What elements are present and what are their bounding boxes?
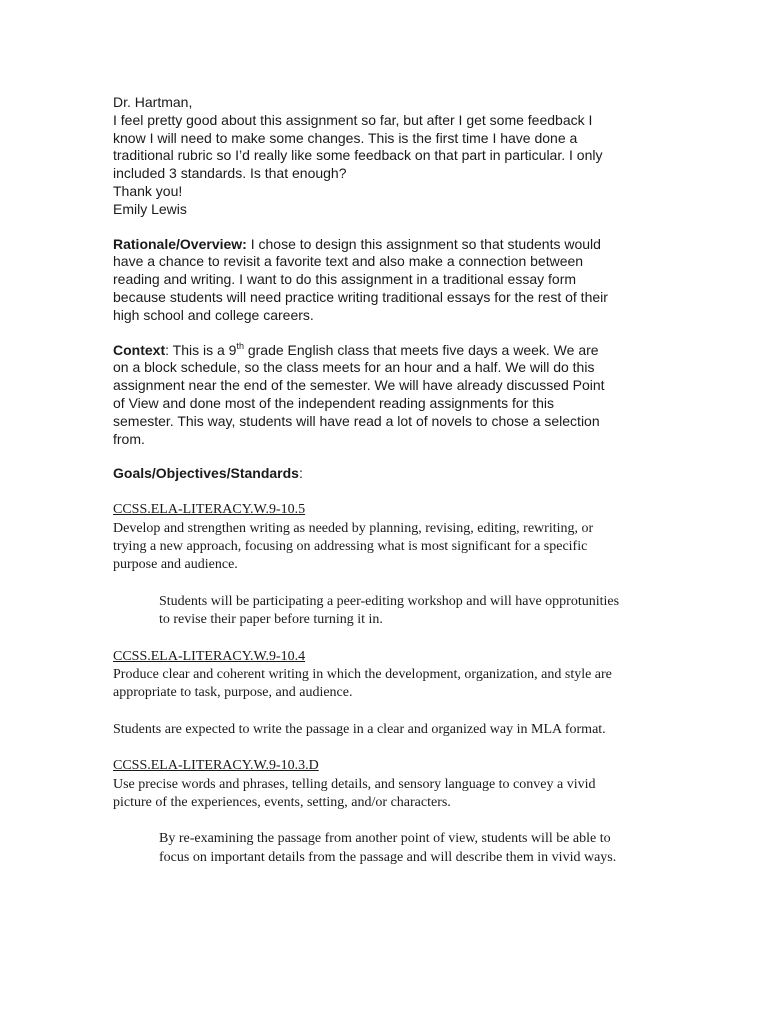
standard-block xyxy=(113,648,658,740)
standard-description-line: trying a new approach, focusing on addressing what is most significant for a specific xyxy=(113,538,588,554)
letter-signature: Emily Lewis xyxy=(113,200,187,217)
objective-line: focus on important details from the passage and will describe them in vivid ways. xyxy=(159,849,617,865)
rationale-line: have a chance to revisit a favorite text and also make a connection between xyxy=(113,253,584,270)
context-line: assignment near the end of the semester. We will have already discussed Point xyxy=(113,377,605,394)
standard-code: CCSS.ELA-LITERACY.W.9-10.3.D xyxy=(113,758,319,774)
context-superscript: th xyxy=(236,340,244,351)
standard-code: CCSS.ELA-LITERACY.W.9-10.4 xyxy=(113,648,306,664)
rationale-line: high school and college careers. xyxy=(113,306,314,323)
standard-description-line: Develop and strengthen writing as needed by planning, revising, editing, rewriting, or xyxy=(113,520,594,536)
context-line: from. xyxy=(113,430,145,447)
context-section xyxy=(113,342,658,449)
standard-objective xyxy=(159,593,658,630)
context-text-post: grade English class that meets five days a week. We are xyxy=(243,341,599,358)
context-line: semester. This way, students will have read a lot of novels to chose a selection xyxy=(113,412,600,429)
context-line: of View and done most of the independent reading assignments for this xyxy=(113,394,555,411)
context-line: on a block schedule, so the class meets for an hour and a half. We will do this xyxy=(113,359,595,376)
letter-closing: Thank you! xyxy=(113,182,183,199)
standard-objective xyxy=(113,721,658,739)
rationale-label: Rationale/Overview: xyxy=(113,235,247,252)
letter-body-line: traditional rubric so I’d really like some feedback on that part in particular. I only xyxy=(113,147,603,164)
standard-description-line: appropriate to task, purpose, and audience. xyxy=(113,685,353,701)
objective-line: By re-examining the passage from another point of view, students will be able to xyxy=(159,831,611,847)
letter-greeting: Dr. Hartman, xyxy=(113,94,193,110)
objective-line: to revise their paper before turning it in. xyxy=(159,612,383,628)
standard-description-line: purpose and audience. xyxy=(113,557,238,573)
standard-objective xyxy=(159,830,658,867)
context-text-pre: : This is a 9 xyxy=(165,341,237,358)
rationale-section xyxy=(113,236,658,325)
goals-heading xyxy=(113,465,658,483)
document-page xyxy=(113,94,658,867)
rationale-first-line xyxy=(113,236,658,254)
objective-line: Students will be participating a peer-editing workshop and will have opprotunities xyxy=(159,593,620,609)
rationale-line: because students will need practice writing traditional essays for the rest of their xyxy=(113,288,608,305)
rationale-line: reading and writing. I want to do this assignment in a traditional essay form xyxy=(113,271,577,288)
standard-block xyxy=(113,757,658,867)
standard-description-line: Use precise words and phrases, telling details, and sensory language to convey a vivid xyxy=(113,776,596,792)
letter-note xyxy=(113,94,658,219)
context-label: Context xyxy=(113,341,166,358)
goals-heading-suffix: : xyxy=(298,465,303,482)
rationale-text: I chose to design this assignment so that students would xyxy=(246,235,601,252)
objective-line: Students are expected to write the passage in a clear and organized way in MLA format. xyxy=(113,721,606,737)
standard-description-line: picture of the experiences, events, setting, and/or characters. xyxy=(113,795,451,811)
standard-code: CCSS.ELA-LITERACY.W.9-10.5 xyxy=(113,502,306,518)
letter-body-line: know I will need to make some changes. This is the first time I have done a xyxy=(113,129,578,146)
letter-body-line: I feel pretty good about this assignment so far, but after I get some feedback I xyxy=(113,111,593,128)
standard-description-line: Produce clear and coherent writing in which the development, organization, and style are xyxy=(113,666,612,682)
letter-body-line: included 3 standards. Is that enough? xyxy=(113,165,347,182)
goals-heading-text: Goals/Objectives/Standards xyxy=(113,465,299,482)
context-first-line xyxy=(113,342,658,360)
standard-block xyxy=(113,501,658,629)
